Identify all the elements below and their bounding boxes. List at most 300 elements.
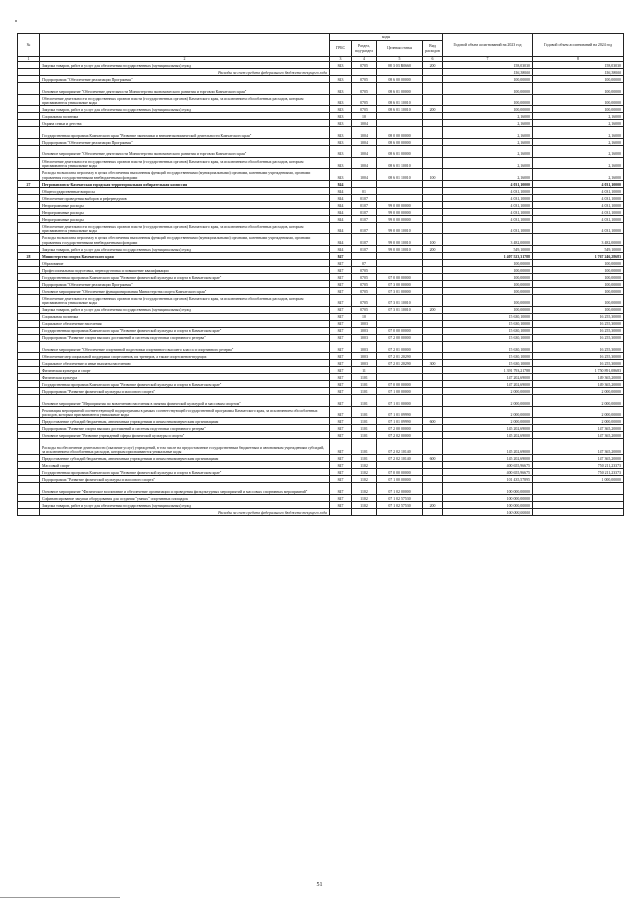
row-amount-2024: 4 031,10000 [533, 222, 624, 234]
row-amount-2024: 2,16000 [533, 120, 624, 127]
row-name: Охрана семьи и детства [40, 120, 330, 127]
row-name: Физическая культура [40, 374, 330, 381]
table-row [18, 341, 624, 353]
table-row [18, 139, 624, 146]
row-target-code [377, 320, 423, 327]
table-row [18, 157, 624, 169]
row-section-code: 0107 [352, 234, 377, 246]
row-amount-2024: 100,00000 [533, 83, 624, 95]
row-amount-2024: 147 365,20000 [533, 425, 624, 432]
row-grbs: 847 [330, 260, 352, 267]
row-amount-2023: 15 630,10000 [443, 353, 533, 360]
row-name: Обеспечение деятельности государственных органов власти (государственных органов) Камчатского края, за исключением обособленных расходов, которым присваиваются уникальные коды [40, 222, 330, 234]
row-name: Основное мероприятие "Мероприятия по вовлечению населения в занятия физической культурой и массовым спортом" [40, 395, 330, 407]
row-name: Расходы на обеспечение деятельности (оказание услуг) учреждений, в том числе на предоставление государственным бюджетным и автономным учреждениям субсидий, за исключением обособленных расходов, которым присваиваются уникальные коды [40, 439, 330, 455]
row-amount-2024: 100,00000 [533, 274, 624, 281]
row-grbs: 847 [330, 432, 352, 439]
row-amount-2024: 100,00000 [533, 76, 624, 83]
row-name: Петропавловск-Камчатская городская территориальная избирательная комиссия [40, 180, 330, 187]
table-row [18, 425, 624, 432]
row-number [18, 313, 40, 320]
page-number: 51 [316, 882, 323, 888]
row-section-code: 0705 [352, 83, 377, 95]
row-number [18, 215, 40, 222]
row-section-code: 0705 [352, 281, 377, 288]
row-amount-2024: 16 255,30000 [533, 353, 624, 360]
table-row [18, 295, 624, 307]
table-row [18, 208, 624, 215]
row-amount-2024 [533, 483, 624, 495]
row-amount-2024: 4 031,10000 [533, 194, 624, 201]
row-amount-2024: 100,00000 [533, 306, 624, 313]
row-name: Массовый спорт [40, 462, 330, 469]
row-name: Расходы за счет средств федерального бюджета текущего года [40, 69, 330, 76]
row-name: Закупка товаров, работ и услуг для обеспечения государственных (муниципальных) нужд [40, 62, 330, 69]
row-grbs: 847 [330, 334, 352, 341]
row-grbs: 847 [330, 306, 352, 313]
row-section-code: 0705 [352, 76, 377, 83]
table-row [18, 253, 624, 260]
row-target-code: 99 0 00 00000 [377, 208, 423, 215]
header-section: Раздел, под-раздел [352, 41, 377, 57]
row-amount-2023: 100,00000 [443, 94, 533, 106]
row-expense-type [423, 83, 443, 95]
table-header [18, 34, 624, 62]
row-target-code: 07 3 00 00000 [377, 281, 423, 288]
row-expense-type [423, 139, 443, 146]
row-section-code: 1101 [352, 432, 377, 439]
row-name: Подпрограмма "Обеспечение реализации Программы" [40, 139, 330, 146]
row-name: Образование [40, 260, 330, 267]
row-target-code: 08 6 01 10010 [377, 169, 423, 181]
row-name: Обеспечение деятельности государственных органов власти (государственных органов) Камчатского края, за исключением обособленных расходов, которым присваиваются уникальные коды [40, 295, 330, 307]
row-amount-2023: 2 000,00000 [443, 388, 533, 395]
row-expense-type [423, 406, 443, 418]
row-section-code: 1003 [352, 334, 377, 341]
row-section-code: 0705 [352, 306, 377, 313]
row-expense-type [423, 425, 443, 432]
row-name: Государственная программа Камчатского края "Развитие физической культуры и спорта в Камчатском крае" [40, 274, 330, 281]
row-target-code: 08 6 01 00000 [377, 146, 423, 158]
row-amount-2024: 4 031,10000 [533, 187, 624, 194]
row-expense-type [423, 320, 443, 327]
row-grbs: 847 [330, 381, 352, 388]
row-expense-type [423, 127, 443, 139]
row-section-code: 1003 [352, 353, 377, 360]
header-index: 1 [18, 57, 40, 62]
header-index: 2 [40, 57, 330, 62]
row-section-code: 1102 [352, 476, 377, 483]
row-amount-2024: 158,03030 [533, 62, 624, 69]
header-grbs: ГРБС [330, 41, 352, 57]
row-name: Физическая культура и спорт [40, 367, 330, 374]
row-target-code [377, 120, 423, 127]
row-amount-2024: 16 255,30000 [533, 360, 624, 367]
row-expense-type [423, 288, 443, 295]
row-number [18, 208, 40, 215]
row-amount-2024: 1 750 891,08683 [533, 367, 624, 374]
row-expense-type [423, 462, 443, 469]
row-section-code: 1101 [352, 455, 377, 462]
row-number: 27 [18, 180, 40, 187]
row-expense-type [423, 194, 443, 201]
row-expense-type [423, 253, 443, 260]
row-section-code: 1102 [352, 483, 377, 495]
row-target-code: 08 6 00 00000 [377, 76, 423, 83]
row-amount-2024: 16 255,30000 [533, 327, 624, 334]
row-section-code: 0705 [352, 274, 377, 281]
row-section-code: 0705 [352, 106, 377, 113]
row-target-code [377, 313, 423, 320]
row-amount-2024: 2 000,00000 [533, 406, 624, 418]
row-section-code: 0107 [352, 194, 377, 201]
table-row [18, 169, 624, 181]
row-amount-2024: 100,00000 [533, 281, 624, 288]
table-row [18, 313, 624, 320]
row-grbs: 843 [330, 139, 352, 146]
row-target-code: 08 6 01 10010 [377, 106, 423, 113]
row-amount-2023: 158,03030 [443, 62, 533, 69]
row-amount-2024: 149 365,20000 [533, 381, 624, 388]
row-number [18, 494, 40, 501]
row-expense-type [423, 187, 443, 194]
row-grbs: 847 [330, 406, 352, 418]
row-target-code: 07 3 01 10010 [377, 295, 423, 307]
row-number [18, 139, 40, 146]
row-name: Основное мероприятие "Обеспечение деятельности Министерства экономического развития и торговли Камчатского края" [40, 146, 330, 158]
row-amount-2023: 147 202,69000 [443, 381, 533, 388]
row-name: Общегосударственные вопросы [40, 187, 330, 194]
row-number [18, 274, 40, 281]
row-grbs: 847 [330, 501, 352, 508]
row-number [18, 281, 40, 288]
row-number [18, 395, 40, 407]
row-amount-2023: 145 202,69000 [443, 455, 533, 462]
row-amount-2024: 4 031,10000 [533, 201, 624, 208]
row-section-code: 1004 [352, 127, 377, 139]
row-amount-2024: 100,00000 [533, 295, 624, 307]
row-target-code: 08 6 01 00000 [377, 83, 423, 95]
row-name: Расходы за счет средств федерального бюджета текущего года [40, 508, 330, 515]
table-row [18, 201, 624, 208]
row-number [18, 201, 40, 208]
row-amount-2024 [533, 494, 624, 501]
row-amount-2024: 2,16000 [533, 146, 624, 158]
row-grbs: 847 [330, 374, 352, 381]
row-name: Обеспечение деятельности государственных органов власти (государственных органов) Камчатского края, за исключением обособленных расходов, которым присваиваются уникальные коды [40, 94, 330, 106]
table-row [18, 508, 624, 515]
row-section-code: 01 [352, 187, 377, 194]
row-expense-type [423, 374, 443, 381]
row-expense-type: 600 [423, 418, 443, 425]
row-amount-2024: 2,16000 [533, 113, 624, 120]
row-name: Закупка товаров, работ и услуг для обеспечения государственных (муниципальных) нужд [40, 106, 330, 113]
row-amount-2023: 145 202,69000 [443, 439, 533, 455]
row-amount-2024: 2 000,00000 [533, 388, 624, 395]
row-grbs: 847 [330, 353, 352, 360]
row-amount-2023: 2,16000 [443, 169, 533, 181]
table-row [18, 367, 624, 374]
row-amount-2024: 4 031,10000 [533, 215, 624, 222]
row-name: Основное мероприятие "Обеспечение функционирования Министерства спорта Камчатского края" [40, 288, 330, 295]
row-number [18, 388, 40, 395]
row-name: Обеспечение деятельности государственных органов власти (государственных органов) Камчатского края, за исключением обособленных расходов, которым присваиваются уникальные коды [40, 157, 330, 169]
row-section-code: 1003 [352, 360, 377, 367]
scan-mark [15, 20, 17, 22]
row-amount-2024: 100,00000 [533, 106, 624, 113]
row-name: Непрограммные расходы [40, 208, 330, 215]
table-row [18, 469, 624, 476]
row-amount-2023: 100,00000 [443, 295, 533, 307]
row-target-code: 07 0 00 00000 [377, 274, 423, 281]
row-amount-2023: 15 630,10000 [443, 360, 533, 367]
row-grbs: 844 [330, 234, 352, 246]
row-grbs: 843 [330, 146, 352, 158]
row-amount-2024: 750 211,23373 [533, 469, 624, 476]
row-number [18, 360, 40, 367]
row-amount-2024: 147 365,20000 [533, 432, 624, 439]
row-grbs: 847 [330, 483, 352, 495]
row-amount-2023: 2,16000 [443, 157, 533, 169]
row-amount-2023: 100,00000 [443, 306, 533, 313]
row-grbs: 847 [330, 281, 352, 288]
row-grbs: 843 [330, 157, 352, 169]
row-target-code: 08 3 03 R0660 [377, 62, 423, 69]
row-target-code: 07 2 02 00000 [377, 432, 423, 439]
row-amount-2023: 549,10000 [443, 246, 533, 253]
row-amount-2023: 3 482,00000 [443, 234, 533, 246]
row-expense-type: 200 [423, 246, 443, 253]
table-row [18, 306, 624, 313]
row-name: Государственная программа Камчатского края "Развитие экономики и внешнеэкономической деятельности Камчатского края" [40, 127, 330, 139]
table-row [18, 432, 624, 439]
row-target-code: 07 1 00 00000 [377, 388, 423, 395]
row-expense-type [423, 215, 443, 222]
row-target-code [377, 267, 423, 274]
row-target-code: 99 0 00 10010 [377, 246, 423, 253]
row-expense-type [423, 113, 443, 120]
row-section-code: 0705 [352, 288, 377, 295]
row-target-code: 07 1 01 00000 [377, 395, 423, 407]
row-target-code: 07 2 01 20290 [377, 360, 423, 367]
table-row [18, 76, 624, 83]
row-amount-2024: 2,16000 [533, 169, 624, 181]
row-name: Непрограммные расходы [40, 201, 330, 208]
row-name: Государственная программа Камчатского края "Развитие физической культуры и спорта в Камчатском крае" [40, 381, 330, 388]
row-grbs: 847 [330, 320, 352, 327]
row-number [18, 381, 40, 388]
table-row [18, 222, 624, 234]
row-amount-2024: 1 000,00000 [533, 476, 624, 483]
row-grbs: 847 [330, 476, 352, 483]
row-number [18, 146, 40, 158]
row-name: Закупка товаров, работ и услуг для обеспечения государственных (муниципальных) нужд [40, 246, 330, 253]
row-amount-2024: 100,00000 [533, 260, 624, 267]
row-target-code [377, 367, 423, 374]
footer-rule [0, 897, 120, 898]
row-target-code: 07 3 01 10010 [377, 306, 423, 313]
row-expense-type: 200 [423, 501, 443, 508]
row-number [18, 62, 40, 69]
row-amount-2023: 156,38000 [443, 69, 533, 76]
table-row [18, 381, 624, 388]
row-number [18, 406, 40, 418]
row-expense-type [423, 313, 443, 320]
row-number [18, 501, 40, 508]
row-section-code [352, 508, 377, 515]
row-section-code: 0107 [352, 246, 377, 253]
row-name: Закупка товаров, работ и услуг для обеспечения государственных (муниципальных) нужд [40, 306, 330, 313]
row-amount-2023: 100 000,00000 [443, 494, 533, 501]
row-number [18, 106, 40, 113]
row-grbs [330, 69, 352, 76]
row-amount-2023: 15 630,10000 [443, 341, 533, 353]
row-expense-type: 600 [423, 455, 443, 462]
row-section-code: 1003 [352, 341, 377, 353]
table-row [18, 455, 624, 462]
row-number [18, 320, 40, 327]
row-expense-type [423, 146, 443, 158]
row-number [18, 353, 40, 360]
row-grbs: 844 [330, 246, 352, 253]
row-target-code: 07 0 00 00000 [377, 381, 423, 388]
header-target: Целевая статья [377, 41, 423, 57]
row-name: Профессиональная подготовка, переподготовка и повышение квалификации [40, 267, 330, 274]
row-number [18, 120, 40, 127]
row-amount-2024: 16 255,30000 [533, 341, 624, 353]
row-grbs: 843 [330, 83, 352, 95]
row-grbs: 847 [330, 469, 352, 476]
header-year-2024: Годовой объем ассигнований на 2024 год [533, 34, 624, 57]
row-number [18, 222, 40, 234]
row-grbs: 847 [330, 295, 352, 307]
row-target-code: 07 3 01 00000 [377, 288, 423, 295]
row-amount-2023: 101 435,57895 [443, 476, 533, 483]
row-name: Подпрограмма "Обеспечение реализации Программы" [40, 76, 330, 83]
row-grbs: 847 [330, 455, 352, 462]
table-row [18, 69, 624, 76]
row-number [18, 234, 40, 246]
row-expense-type [423, 208, 443, 215]
row-section-code: 1102 [352, 494, 377, 501]
row-expense-type [423, 157, 443, 169]
row-name: Предоставление субсидий бюджетным, автономным учреждениям и иным некоммерческим организациям [40, 418, 330, 425]
row-section-code: 0107 [352, 208, 377, 215]
row-number [18, 469, 40, 476]
row-target-code: 99 0 00 00000 [377, 215, 423, 222]
row-name: Расходы на выплаты персоналу в целях обеспечения выполнения функций государственными (муниципальными) органами, казенными учреждениями, органами управления государственными внебюджетными фондами [40, 169, 330, 181]
table-row [18, 360, 624, 367]
row-section-code: 0107 [352, 222, 377, 234]
row-amount-2024: 147 365,20000 [533, 439, 624, 455]
row-expense-type: 100 [423, 169, 443, 181]
table-row [18, 418, 624, 425]
row-amount-2024: 2 000,00000 [533, 418, 624, 425]
row-amount-2023: 2 000,00000 [443, 406, 533, 418]
row-name: Софинансирование закупки оборудования для создания "умных" спортивных площадок [40, 494, 330, 501]
row-expense-type [423, 341, 443, 353]
row-section-code: 1101 [352, 439, 377, 455]
row-amount-2024: 16 255,30000 [533, 334, 624, 341]
table-row [18, 246, 624, 253]
row-expense-type: 200 [423, 306, 443, 313]
row-target-code: 08 6 01 10010 [377, 157, 423, 169]
row-grbs: 847 [330, 274, 352, 281]
row-expense-type [423, 180, 443, 187]
row-expense-type: 300 [423, 360, 443, 367]
row-expense-type [423, 327, 443, 334]
row-expense-type [423, 76, 443, 83]
row-name: Основное мероприятие "Обеспечение деятельности Министерства экономического развития и торговли Камчатского края" [40, 83, 330, 95]
row-number [18, 169, 40, 181]
row-expense-type: 100 [423, 234, 443, 246]
table-row [18, 334, 624, 341]
table-row [18, 320, 624, 327]
row-number [18, 83, 40, 95]
row-section-code: 1004 [352, 169, 377, 181]
row-number [18, 187, 40, 194]
table-row [18, 267, 624, 274]
row-amount-2023: 4 031,10000 [443, 187, 533, 194]
row-expense-type [423, 381, 443, 388]
table-row [18, 215, 624, 222]
table-row [18, 406, 624, 418]
row-target-code [377, 253, 423, 260]
row-grbs: 847 [330, 439, 352, 455]
row-section-code: 1101 [352, 374, 377, 381]
row-section-code: 1101 [352, 395, 377, 407]
row-target-code: 99 0 00 00000 [377, 201, 423, 208]
row-name: Подпрограмма "Развитие спорта высших достижений и системы подготовки спортивного резерва" [40, 334, 330, 341]
row-number [18, 76, 40, 83]
row-section-code: 0705 [352, 267, 377, 274]
row-target-code: 08 6 00 00000 [377, 139, 423, 146]
row-number [18, 246, 40, 253]
row-expense-type [423, 483, 443, 495]
row-section-code: 0705 [352, 94, 377, 106]
row-grbs: 847 [330, 267, 352, 274]
row-grbs: 847 [330, 327, 352, 334]
row-section-code: 07 [352, 260, 377, 267]
row-name: Реализация мероприятий соответствующей подпрограммы в рамках соответствующей государственной программы Камчатского края, за исключением обособленных расходов, которым присваиваются уникальные коды [40, 406, 330, 418]
row-number [18, 374, 40, 381]
row-target-code [377, 260, 423, 267]
row-amount-2024: 549,10000 [533, 246, 624, 253]
row-amount-2023: 4 031,10000 [443, 215, 533, 222]
row-amount-2023: 100 000,00000 [443, 501, 533, 508]
row-number [18, 425, 40, 432]
row-grbs: 843 [330, 127, 352, 139]
row-expense-type [423, 388, 443, 395]
row-name: Подпрограмма "Обеспечение реализации Программы" [40, 281, 330, 288]
row-number [18, 432, 40, 439]
header-index: 7 [443, 57, 533, 62]
row-amount-2024: 100,00000 [533, 288, 624, 295]
row-amount-2024: 4 031,10000 [533, 208, 624, 215]
header-index: 4 [352, 57, 377, 62]
row-section-code: 1003 [352, 327, 377, 334]
row-number: 28 [18, 253, 40, 260]
row-number [18, 295, 40, 307]
row-target-code [377, 69, 423, 76]
row-number [18, 341, 40, 353]
row-section-code: 1003 [352, 320, 377, 327]
row-grbs: 847 [330, 418, 352, 425]
table-body [18, 62, 624, 516]
row-amount-2023: 100,00000 [443, 106, 533, 113]
table-row [18, 234, 624, 246]
row-number [18, 455, 40, 462]
